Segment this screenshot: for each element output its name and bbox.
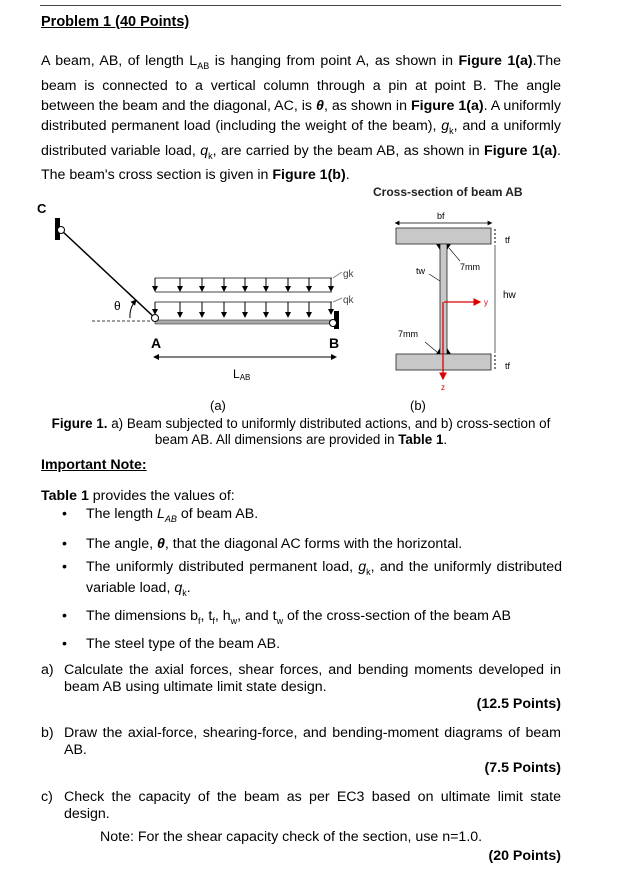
angle-arc: [130, 300, 136, 318]
label-tf-top: tf: [505, 235, 511, 245]
problem-intro: A beam, AB, of length $L_{AB}$ is hanging from point A, as shown in Figure 1(a).The beam is connected to a vertical column through a pin at point B. The angle between the beam and the diagonal, AC, is θ, as shown in Figure 1(a). A uniformly distributed permanent load (including the weight of the beam), $g_k$, and a uniformly distributed variable load, $q_k$, are carried by the beam AB, as shown in Figure 1(a). The beam's cross section is given in Figure 1(b).: [41, 53, 561, 184]
bullet-list: [62, 506, 562, 658]
label-hw: hw: [503, 290, 516, 301]
cross-section-title: Cross-section of beam AB: [373, 185, 523, 199]
beam-diagram: [37, 201, 355, 413]
label-lab: LAB: [233, 367, 251, 382]
caption-b: (b): [410, 398, 426, 413]
label-qk: qk: [343, 295, 354, 306]
beam-ab: [155, 320, 335, 324]
question-b: [41, 725, 561, 758]
load-qk: [155, 298, 342, 317]
question-text: Check the capacity of the beam as per EC3 based on ultimate limit state design.: [64, 789, 561, 822]
figure-1: [0, 180, 621, 415]
list-item: • The steel type of the beam AB.: [62, 636, 562, 653]
label-tf-bot: tf: [505, 361, 511, 371]
pin-b: [330, 320, 337, 327]
problem-title: Problem 1 (40 Points): [41, 14, 190, 30]
label-a: A: [151, 335, 162, 351]
list-item: • The uniformly distributed permanent load, $g_k$, and the uniformly distributed variable load, $q_k$.: [62, 559, 562, 602]
label-theta: θ: [114, 299, 121, 313]
label-tw: tw: [416, 266, 425, 276]
label-gk: gk: [343, 269, 354, 280]
label-bf: bf: [437, 211, 445, 221]
shear-note: Note: For the shear capacity check of the section, use n=1.0.: [100, 829, 483, 845]
pin-a: [152, 315, 159, 322]
top-rule: [40, 5, 561, 6]
label-weld-top: 7mm: [460, 262, 480, 272]
label-weld-bot: 7mm: [398, 329, 418, 339]
question-label: a): [41, 662, 54, 678]
question-text: Calculate the axial forces, shear forces, and bending moments developed in beam AB using ultimate limit state design.: [64, 662, 561, 695]
label-c: C: [37, 201, 47, 216]
list-item: • The length $L_{AB}$ of beam AB.: [62, 506, 562, 527]
label-y: y: [484, 298, 488, 307]
caption-a: (a): [210, 398, 226, 413]
points-c: (20 Points): [488, 848, 561, 864]
question-label: b): [41, 725, 54, 741]
question-label: c): [41, 789, 53, 805]
load-gk: [155, 272, 342, 292]
figure-caption: Figure 1. a) Beam subjected to uniformly distributed actions, and b) cross-section of beam AB. All dimensions are provided in Table 1.: [51, 416, 551, 447]
list-item: • The dimensions $b_f$, $t_f$, $h_w$, and $t_w$ of the cross-section of the beam AB: [62, 608, 562, 629]
top-flange: [396, 228, 491, 244]
question-c: [41, 789, 561, 822]
cross-section-diagram: [373, 185, 523, 413]
points-a: (12.5 Points): [476, 696, 561, 712]
question-text: Draw the axial-force, shearing-force, and bending-moment diagrams of beam AB.: [64, 725, 561, 758]
list-item: • The angle, θ, that the diagonal AC forms with the horizontal.: [62, 536, 562, 553]
pin-c: [58, 227, 65, 234]
label-b: B: [329, 335, 340, 351]
important-note-heading: Important Note:: [41, 457, 147, 473]
table-intro: Table 1 provides the values of:: [41, 488, 235, 504]
question-a: [41, 662, 561, 695]
diagonal-ac: [61, 230, 155, 318]
label-z: z: [441, 383, 445, 392]
points-b: (7.5 Points): [484, 760, 561, 776]
